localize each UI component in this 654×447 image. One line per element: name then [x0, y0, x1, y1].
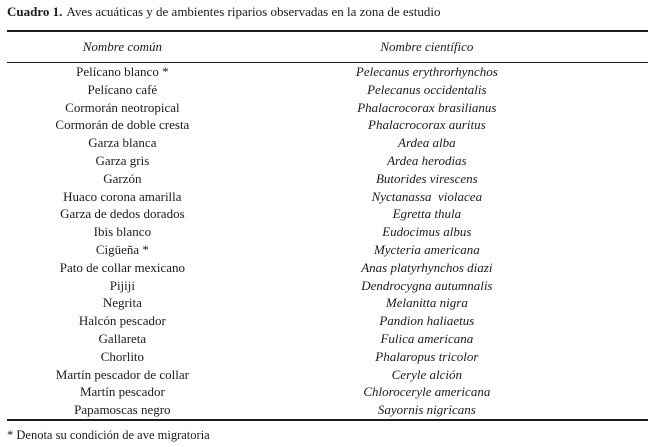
spacer-cell [616, 366, 648, 384]
spacer-cell [616, 223, 648, 241]
common-name-cell: Gallareta [98, 330, 147, 346]
table-row [7, 99, 648, 117]
table-row [7, 134, 648, 152]
spacer-cell [616, 259, 648, 277]
table-row [7, 205, 648, 223]
column-header-common-name: Nombre común [7, 31, 238, 63]
scientific-name-cell: Dendrocygna autumnalis [361, 277, 493, 293]
spacer-cell [616, 81, 648, 99]
spacer-cell [616, 63, 648, 81]
scientific-name-cell: Melanitta nigra [385, 295, 468, 311]
spacer-cell [616, 99, 648, 117]
scientific-name-cell: Pelecanus occidentalis [367, 81, 487, 97]
common-name-cell: Martín pescador de collar [55, 366, 189, 382]
table-row [7, 223, 648, 241]
common-name-cell: Garza gris [95, 152, 150, 168]
spacer-cell [616, 205, 648, 223]
table-row [7, 294, 648, 312]
table-row [7, 152, 648, 170]
spacer-cell [616, 152, 648, 170]
spacer-cell [616, 401, 648, 420]
common-name-cell: Halcón pescador [78, 313, 166, 329]
common-name-cell: Garza de dedos dorados [60, 206, 185, 222]
table-row [7, 401, 648, 420]
footnote: * Denota su condición de ave migratoria [7, 428, 210, 442]
spacer-cell [616, 188, 648, 206]
common-name-cell: Cormorán neotropical [65, 99, 180, 115]
common-name-cell: Negrita [102, 295, 142, 311]
table-row [7, 348, 648, 366]
scientific-name-cell: Chloroceryle americana [363, 384, 491, 400]
table-row [7, 241, 648, 259]
scientific-name-cell: Eudocimus albus [382, 224, 472, 240]
table-row [7, 116, 648, 134]
scientific-name-cell: Phalacrocorax auritus [368, 117, 486, 133]
common-name-cell: Garza blanca [88, 135, 157, 151]
table-row [7, 259, 648, 277]
scientific-name-cell: Anas platyrhynchos diazi [361, 259, 493, 275]
table-caption-label: Cuadro 1. [7, 4, 63, 19]
spacer-cell [616, 277, 648, 295]
table-row [7, 383, 648, 401]
spacer-cell [616, 170, 648, 188]
common-name-cell: Cigüeña * [95, 241, 149, 257]
spacer-cell [616, 116, 648, 134]
scientific-name-cell: Mycteria americana [373, 241, 480, 257]
common-name-cell: Cormorán de doble cresta [55, 117, 190, 133]
scientific-name-cell: Butorides virescens [375, 170, 478, 186]
birds-table [7, 30, 648, 421]
scientific-name-cell: Egretta thula [392, 206, 462, 222]
table-row [7, 330, 648, 348]
header-spacer-cell [616, 31, 648, 63]
common-name-cell: Pijiji [109, 277, 136, 293]
table-row [7, 312, 648, 330]
spacer-cell [616, 383, 648, 401]
common-name-cell: Papamoscas negro [74, 402, 171, 418]
scientific-name-cell: Sayornis nigricans [377, 402, 476, 418]
spacer-cell [616, 134, 648, 152]
common-name-cell: Garzón [103, 170, 142, 186]
scientific-name-cell: Fulica americana [380, 330, 474, 346]
scientific-name-cell: Phalacrocorax brasilianus [357, 99, 497, 115]
table-row [7, 63, 648, 81]
common-name-cell: Huaco corona amarilla [63, 188, 182, 204]
spacer-cell [616, 348, 648, 366]
scientific-name-cell: Pelecanus erythrorhynchos [355, 64, 498, 79]
table-row [7, 170, 648, 188]
spacer-cell [616, 241, 648, 259]
common-name-cell: Chorlito [100, 348, 145, 364]
spacer-cell [616, 312, 648, 330]
table-row [7, 188, 648, 206]
table-row [7, 81, 648, 99]
table-caption [7, 4, 440, 20]
scientific-name-cell: Nyctanassa violacea [371, 188, 483, 204]
common-name-cell: Pato de collar mexicano [59, 259, 185, 275]
scientific-name-cell: Ceryle alción [391, 366, 463, 382]
table-header-row [7, 31, 648, 63]
table-row [7, 366, 648, 384]
table-caption-text: Aves acuáticas y de ambientes riparios observadas en la zona de estudio [66, 4, 441, 19]
scientific-name-cell: Phalaropus tricolor [375, 348, 479, 364]
scientific-name-cell: Pandion haliaetus [379, 313, 475, 329]
spacer-cell [616, 330, 648, 348]
spacer-cell [616, 294, 648, 312]
common-name-cell: Pelícano blanco * [76, 64, 169, 79]
scientific-name-cell: Ardea alba [398, 135, 456, 151]
common-name-cell: Ibis blanco [93, 224, 152, 240]
common-name-cell: Pelícano café [87, 81, 158, 97]
common-name-cell: Martín pescador [79, 384, 165, 400]
table-row [7, 277, 648, 295]
scientific-name-cell: Ardea herodias [387, 152, 467, 168]
column-header-scientific-name: Nombre científico [238, 31, 616, 63]
